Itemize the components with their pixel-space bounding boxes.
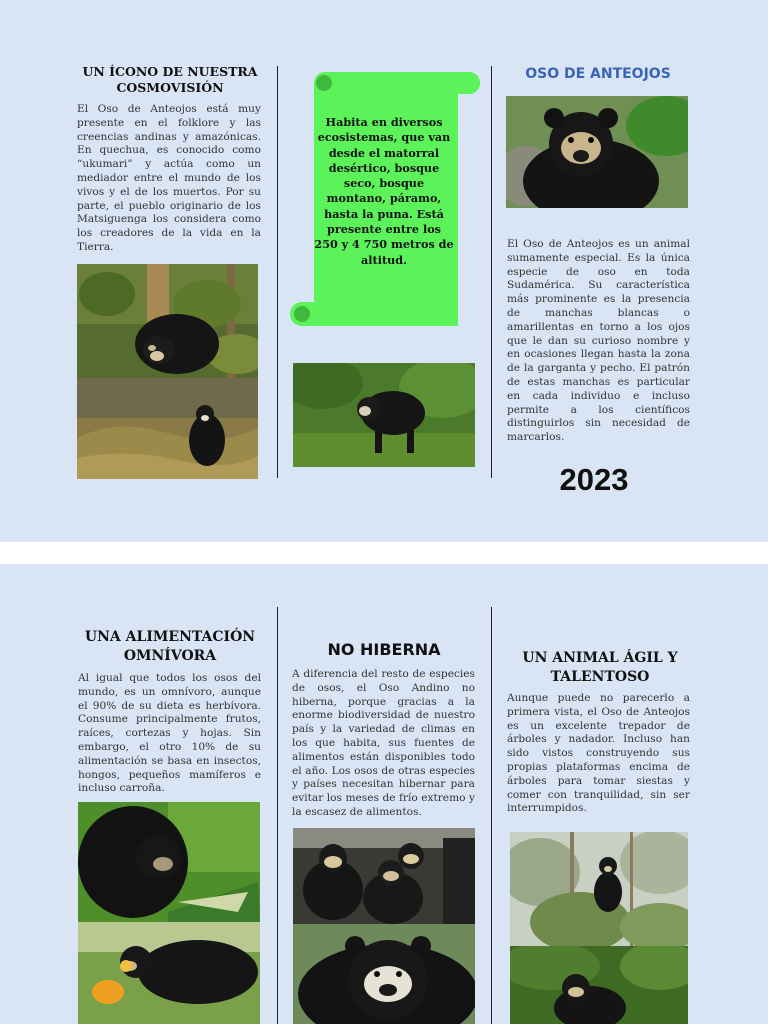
habitat-scroll-text: Habita en diversos ecosistemas, que van desde el matorral desértico, bosque seco, bosque montano, páramo, hasta la puna. Está presente entre los 250 y 4 750 metros de altitud. <box>314 115 454 267</box>
panel-heading-no-hiberna: NO HIBERNA <box>327 640 441 659</box>
photo-bear-forest <box>77 264 258 378</box>
column-divider-right-back <box>491 607 492 1024</box>
photo-bear-portrait <box>506 96 688 208</box>
brochure-page-back <box>0 564 768 1024</box>
panel-text-alimentacion: Al igual que todos los osos del mundo, es un omnívoro, aunque el 90% de su dieta es herbívora. Consume principalmente frutos, raíces, cortezas y hojas. Sin embargo, el otro 10% de su alimentación se basa en insectos, hongos, pequeños mamíferos e incluso carroña. <box>78 672 261 795</box>
photo-bear-grassland <box>77 378 258 479</box>
photo-bear-eating-fruit <box>78 922 260 1024</box>
panel-heading-alimentacion: UNA ALIMENTACIÓN OMNÍVORA <box>84 629 256 664</box>
column-divider-left <box>277 66 278 478</box>
photo-bear-eating-plants <box>78 802 260 922</box>
panel-text-no-hiberna: A diferencia del resto de especies de osos, el Oso Andino no hiberna, porque gracias a la enorme biodiversidad de nuestro país y la variedad de climas en los que habita, sus fuentes de alimentos están disponibles todo el año. Los osos de otras especies y países necesitan hibernar para evitar los meses de frío extremo y la escasez de alimentos. <box>292 668 475 818</box>
panel-heading-cosmovision: UN ÍCONO DE NUESTRA COSMOVISIÓN <box>82 64 258 95</box>
panel-text-agil-talentoso: Aunque puede no parecerlo a primera vista, el Oso de Anteojos es un excelente trepador de árboles y nadador. Incluso han sido vistos construyendo sus propias plataformas encima de árboles para tomar siestas y comer con tranquilidad, sin ser interrumpidos. <box>507 692 690 815</box>
photo-bear-walking <box>293 363 475 467</box>
photo-bear-in-tree <box>510 832 688 946</box>
photo-bear-in-bushes <box>510 946 688 1024</box>
year-label: 2023 <box>559 462 629 497</box>
panel-text-oso-anteojos: El Oso de Anteojos es un animal sumamente especial. Es la única especie de oso en toda Sudamérica. Su característica más prominente es la presencia de manchas blancas o amarillentas en torno a los ojos que le dan su curioso nombre y en ocasiones llegan hasta la zona de la garganta y pecho. El patrón de estas manchas es particular en cada individuo e incluso permite a los científicos distinguirlos sin necesidad de marcarlos. <box>507 238 690 444</box>
column-divider-right <box>491 66 492 478</box>
column-divider-left-back <box>277 607 278 1024</box>
photo-bears-group <box>293 828 475 924</box>
photo-bear-closeup <box>293 924 475 1024</box>
panel-heading-oso-anteojos: OSO DE ANTEOJOS <box>525 66 671 82</box>
panel-text-cosmovision: El Oso de Anteojos está muy presente en el folklore y las creencias andinas y amazónicas. En quechua, es conocido como “ukumari” y actúa como un mediador entre el mundo de los vivos y el de los muertos. Por su parte, el pueblo originario de los Matsiguenga los considera como los creadores de la vida en la Tierra. <box>77 103 261 253</box>
panel-heading-agil-talentoso: UN ANIMAL ÁGIL Y TALENTOSO <box>522 650 678 685</box>
